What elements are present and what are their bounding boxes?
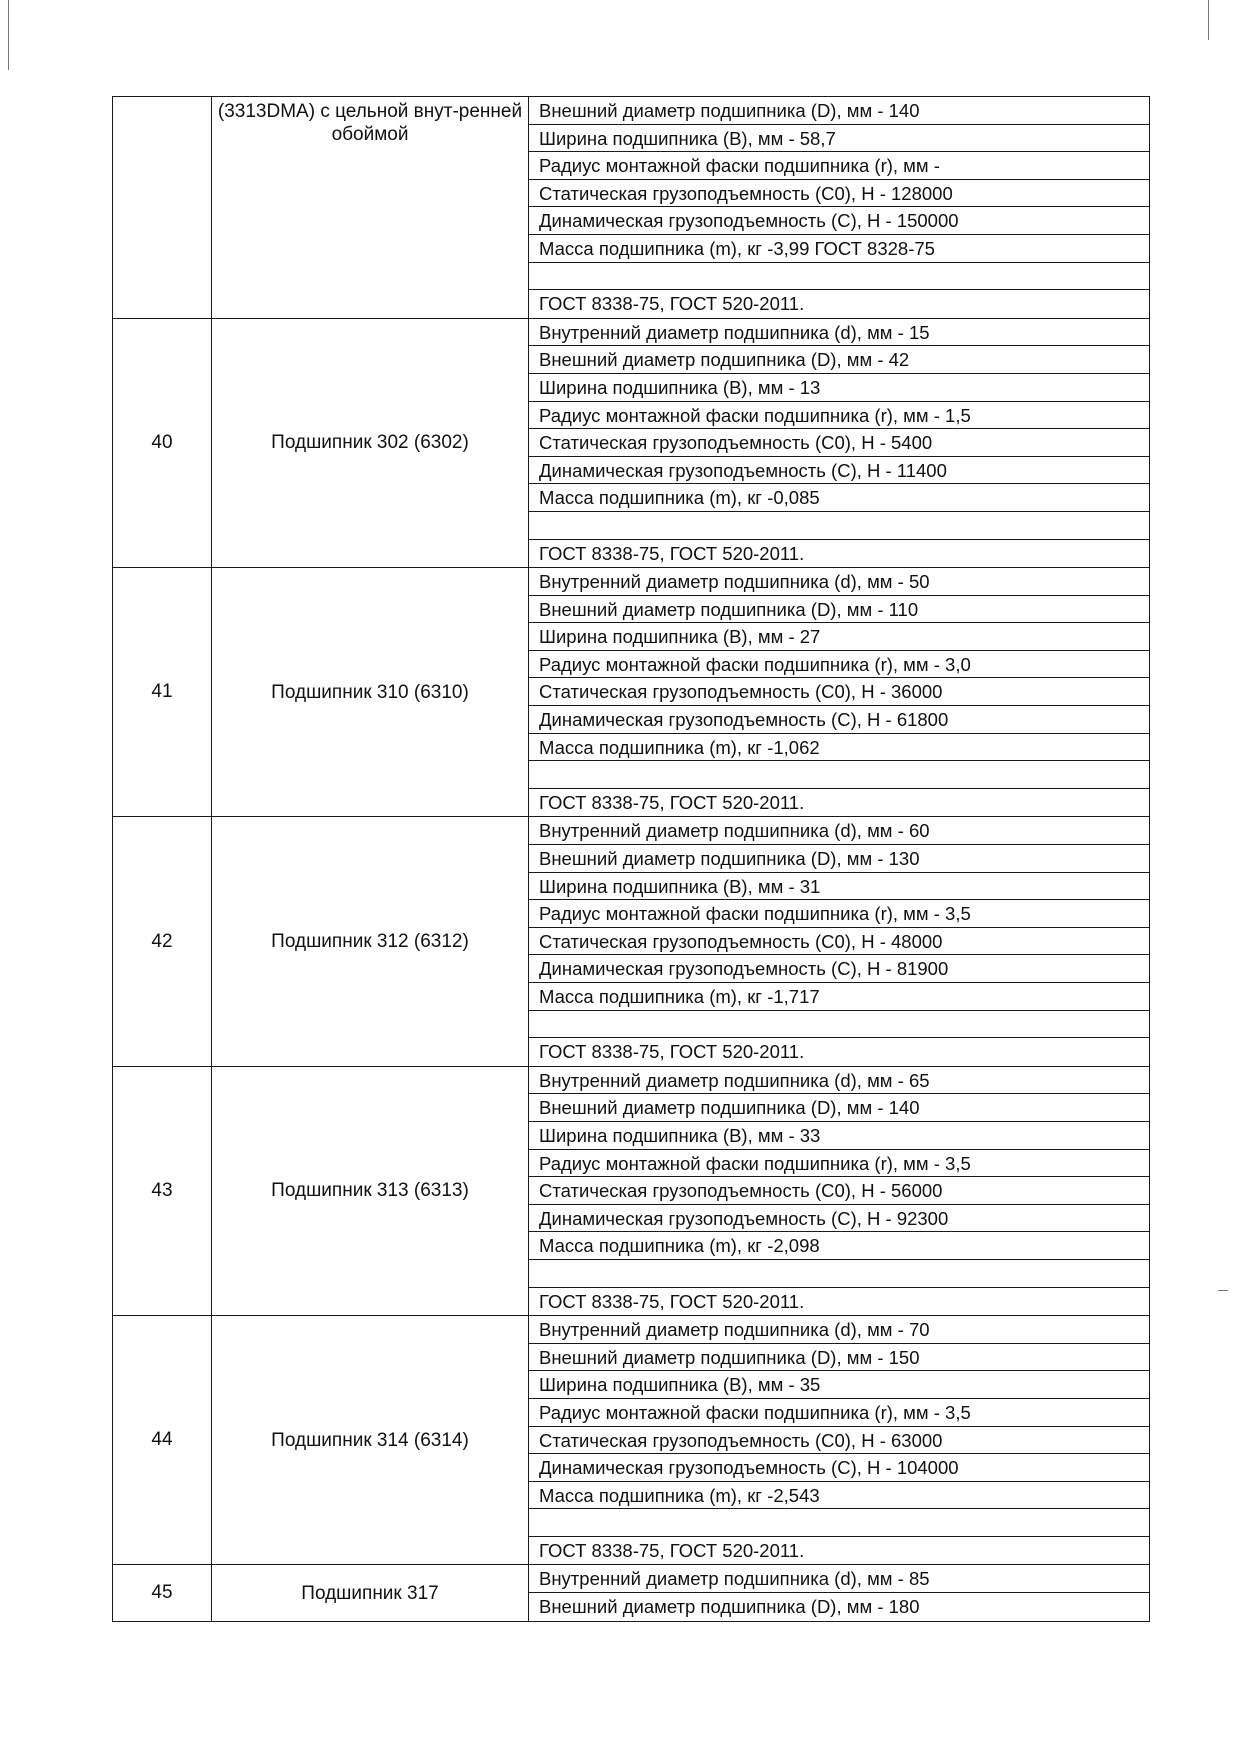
spec-line: Внешний диаметр подшипника (D), мм - 42 xyxy=(529,346,1149,374)
spec-line-blank xyxy=(529,512,1149,540)
spec-line: Внутренний диаметр подшипника (d), мм - 65 xyxy=(529,1067,1149,1095)
scan-margin-mark-left xyxy=(8,0,9,70)
spec-line: Внешний диаметр подшипника (D), мм - 180 xyxy=(539,1596,920,1618)
spec-line-blank xyxy=(529,1509,1149,1537)
spec-line: Внешний диаметр подшипника (D), мм - 150 xyxy=(529,1344,1149,1372)
spec-line: Масса подшипника (m), кг -1,717 xyxy=(529,983,1149,1011)
table-row xyxy=(113,568,1150,817)
row-number: 45 xyxy=(113,1565,212,1621)
spec-line: Ширина подшипника (B), мм - 58,7 xyxy=(529,125,1149,153)
spec-line: Внешний диаметр подшипника (D), мм - 130 xyxy=(529,845,1149,873)
spec-line: Внутренний диаметр подшипника (d), мм - 50 xyxy=(529,568,1149,596)
spec-line: ГОСТ 8338-75, ГОСТ 520-2011. xyxy=(539,1041,805,1063)
spec-line: Внутренний диаметр подшипника (d), мм - 85 xyxy=(529,1565,1149,1593)
spec-cell xyxy=(529,568,1150,817)
spec-list xyxy=(529,97,1149,318)
scan-margin-mark-right-bottom xyxy=(1218,1290,1228,1291)
row-number: 40 xyxy=(113,318,212,567)
spec-line: Статическая грузоподъемность (C0), Н - 56000 xyxy=(529,1177,1149,1205)
spec-line-blank xyxy=(529,1011,1149,1039)
spec-line: Ширина подшипника (B), мм - 35 xyxy=(529,1371,1149,1399)
bearing-spec-table xyxy=(112,96,1150,1622)
spec-line: Статическая грузоподъемность (C0), Н - 63000 xyxy=(529,1427,1149,1455)
spec-line: Динамическая грузоподъемность (C), Н - 92300 xyxy=(529,1205,1149,1233)
spec-line-blank xyxy=(529,1260,1149,1288)
spec-list xyxy=(529,1565,1149,1620)
spec-list xyxy=(529,817,1149,1065)
spec-cell xyxy=(529,1316,1150,1565)
spec-line: Внутренний диаметр подшипника (d), мм - 70 xyxy=(529,1316,1149,1344)
spec-cell xyxy=(529,1066,1150,1315)
table-row xyxy=(113,97,1150,319)
item-name: Подшипник 312 (6312) xyxy=(212,817,529,1066)
spec-line: Радиус монтажной фаски подшипника (r), мм - xyxy=(529,152,1149,180)
spec-line: ГОСТ 8338-75, ГОСТ 520-2011. xyxy=(539,791,805,813)
item-name: Подшипник 310 (6310) xyxy=(212,568,529,817)
row-number: 41 xyxy=(113,568,212,817)
spec-line: Динамическая грузоподъемность (C), Н - 11400 xyxy=(529,457,1149,485)
spec-cell xyxy=(529,318,1150,567)
spec-line: Статическая грузоподъемность (C0), Н - 48000 xyxy=(529,928,1149,956)
spec-list xyxy=(529,319,1149,567)
table-row xyxy=(113,1316,1150,1565)
row-number: 43 xyxy=(113,1066,212,1315)
spec-line: Ширина подшипника (B), мм - 31 xyxy=(529,873,1149,901)
spec-cell xyxy=(529,1565,1150,1621)
spec-line: Статическая грузоподъемность (C0), Н - 5400 xyxy=(529,429,1149,457)
spec-line: Статическая грузоподъемность (C0), Н - 36000 xyxy=(529,678,1149,706)
row-number: 42 xyxy=(113,817,212,1066)
spec-line: Динамическая грузоподъемность (C), Н - 104000 xyxy=(529,1454,1149,1482)
item-name: Подшипник 313 (6313) xyxy=(212,1066,529,1315)
spec-line: Ширина подшипника (B), мм - 27 xyxy=(529,623,1149,651)
spec-line: Внутренний диаметр подшипника (d), мм - 15 xyxy=(529,319,1149,347)
table-row xyxy=(113,1066,1150,1315)
spec-line: Ширина подшипника (B), мм - 13 xyxy=(529,374,1149,402)
spec-line: Радиус монтажной фаски подшипника (r), мм - 3,5 xyxy=(529,1150,1149,1178)
spec-line: Динамическая грузоподъемность (C), Н - 150000 xyxy=(529,207,1149,235)
spec-line: Статическая грузоподъемность (C0), Н - 128000 xyxy=(529,180,1149,208)
spec-line: Масса подшипника (m), кг -0,085 xyxy=(529,484,1149,512)
spec-line: Внешний диаметр подшипника (D), мм - 140 xyxy=(529,1094,1149,1122)
item-name: (3313DMA) с цельной внут-ренней обоймой xyxy=(212,97,529,319)
spec-line: Масса подшипника (m), кг -1,062 xyxy=(529,734,1149,762)
spec-line: Внутренний диаметр подшипника (d), мм - 60 xyxy=(529,817,1149,845)
spec-line: ГОСТ 8338-75, ГОСТ 520-2011. xyxy=(539,1290,805,1312)
spec-cell xyxy=(529,817,1150,1066)
spec-line-blank xyxy=(529,263,1149,291)
scan-margin-mark-right-top xyxy=(1208,0,1209,40)
spec-cell xyxy=(529,97,1150,319)
row-number: 44 xyxy=(113,1316,212,1565)
spec-list xyxy=(529,568,1149,816)
spec-line: Динамическая грузоподъемность (C), Н - 81900 xyxy=(529,955,1149,983)
spec-line: Масса подшипника (m), кг -3,99 ГОСТ 8328-75 xyxy=(529,235,1149,263)
row-number xyxy=(113,97,212,319)
spec-line: Динамическая грузоподъемность (C), Н - 61800 xyxy=(529,706,1149,734)
item-name: Подшипник 317 xyxy=(212,1565,529,1621)
spec-list xyxy=(529,1067,1149,1315)
spec-line: Радиус монтажной фаски подшипника (r), мм - 3,5 xyxy=(529,1399,1149,1427)
table-row xyxy=(113,1565,1150,1621)
spec-line: Ширина подшипника (B), мм - 33 xyxy=(529,1122,1149,1150)
spec-line: Радиус монтажной фаски подшипника (r), мм - 3,0 xyxy=(529,651,1149,679)
table-row xyxy=(113,318,1150,567)
spec-line-blank xyxy=(529,761,1149,789)
spec-list xyxy=(529,1316,1149,1564)
item-name: Подшипник 302 (6302) xyxy=(212,318,529,567)
spec-line: ГОСТ 8338-75, ГОСТ 520-2011. xyxy=(539,1539,805,1561)
spec-line: Радиус монтажной фаски подшипника (r), мм - 1,5 xyxy=(529,402,1149,430)
spec-line: ГОСТ 8338-75, ГОСТ 520-2011. xyxy=(539,542,805,564)
table-row xyxy=(113,817,1150,1066)
item-name: Подшипник 314 (6314) xyxy=(212,1316,529,1565)
spec-line: Внешний диаметр подшипника (D), мм - 110 xyxy=(529,596,1149,624)
spec-line: ГОСТ 8338-75, ГОСТ 520-2011. xyxy=(539,293,805,315)
spec-line: Радиус монтажной фаски подшипника (r), мм - 3,5 xyxy=(529,900,1149,928)
spec-line: Внешний диаметр подшипника (D), мм - 140 xyxy=(529,97,1149,125)
spec-line: Масса подшипника (m), кг -2,098 xyxy=(529,1232,1149,1260)
spec-line: Масса подшипника (m), кг -2,543 xyxy=(529,1482,1149,1510)
